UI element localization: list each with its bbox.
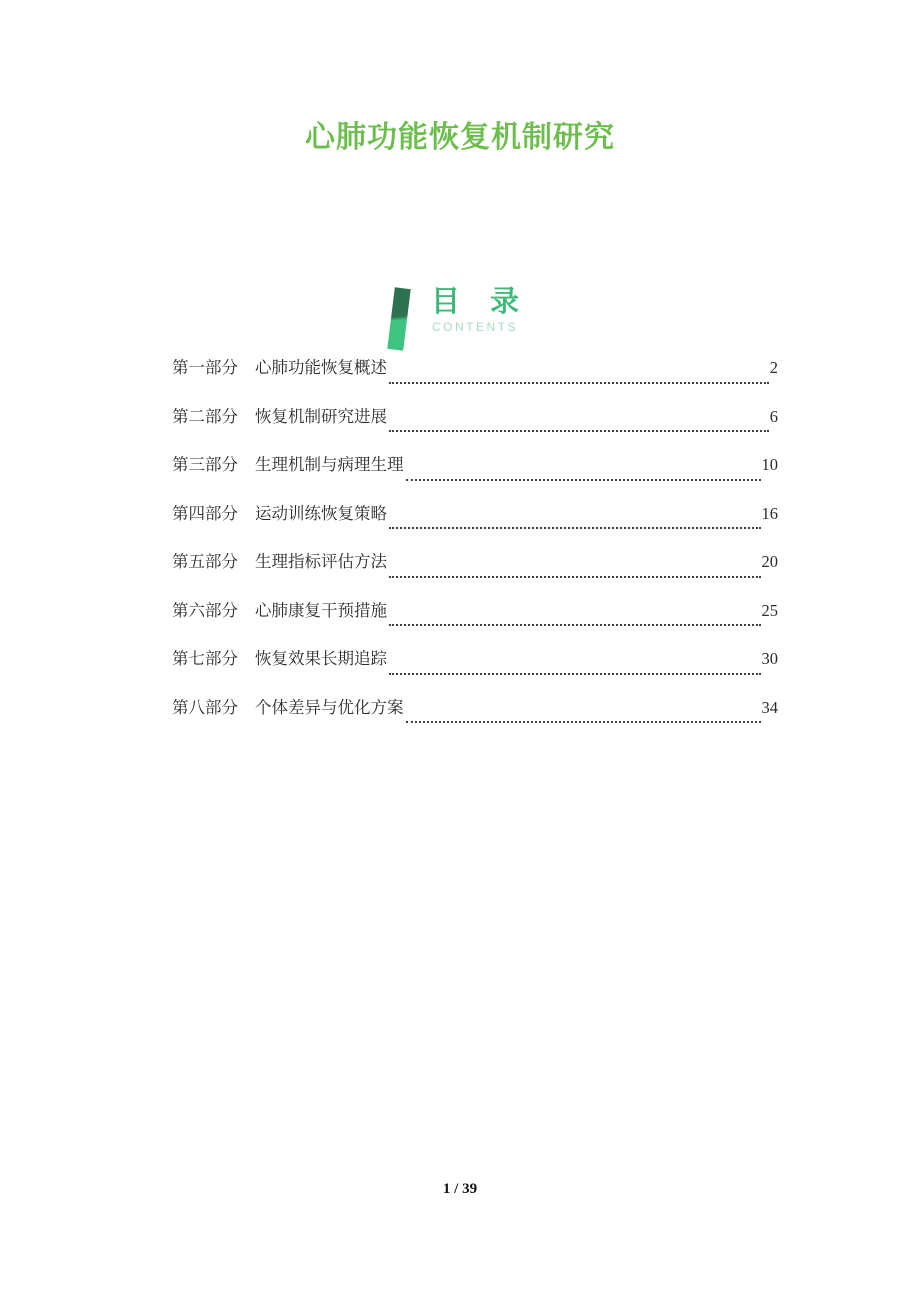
dotted-leader: [406, 479, 761, 481]
toc-entry-title: 运动训练恢复策略: [255, 503, 387, 523]
dotted-leader: [389, 527, 761, 529]
toc-entry-3[interactable]: [172, 451, 778, 500]
toc-entry-2[interactable]: [172, 403, 778, 452]
toc-page-number: 2: [769, 358, 778, 377]
toc-entry-title: 生理指标评估方法: [255, 552, 387, 571]
toc-part-label: 第三部分: [172, 455, 238, 474]
toc-page-number: 30: [761, 649, 778, 668]
dotted-leader: [389, 382, 769, 384]
toc-part-label: 第五部分: [172, 552, 238, 571]
toc-entry-title: 恢复效果长期追踪: [255, 649, 387, 668]
toc-entry-title: 心肺功能恢复概述: [255, 358, 387, 377]
toc-page-number: 20: [761, 552, 778, 571]
toc-entry-1[interactable]: [172, 354, 778, 403]
toc-part-label: 第七部分: [172, 649, 238, 668]
toc-part-label: 第一部分: [172, 358, 238, 377]
dotted-leader: [389, 430, 769, 432]
toc-page-number: 34: [761, 697, 778, 717]
toc-logo: [391, 284, 529, 350]
toc-part-label: 第四部分: [172, 503, 238, 523]
toc-page-number: 6: [769, 406, 778, 426]
toc-heading-group: [421, 284, 529, 334]
toc-page-number: 16: [761, 503, 778, 523]
toc-entry-5[interactable]: [172, 548, 778, 597]
toc-part-label: 第六部分: [172, 600, 238, 620]
toc-page-number: 10: [761, 455, 778, 474]
dotted-leader: [389, 624, 761, 626]
toc-entry-title: 个体差异与优化方案: [255, 697, 404, 717]
dotted-leader: [389, 576, 761, 578]
toc-entry-title: 生理机制与病理生理: [255, 455, 404, 474]
toc-list: [172, 354, 778, 742]
toc-entry-title: 恢复机制研究进展: [255, 406, 387, 426]
ribbon-icon: [387, 287, 410, 350]
document-title: 心肺功能恢复机制研究: [305, 120, 615, 155]
toc-entry-8[interactable]: [172, 694, 778, 743]
toc-header: [0, 284, 920, 350]
dotted-leader: [406, 721, 761, 723]
toc-part-label: 第二部分: [172, 406, 238, 426]
toc-part-label: 第八部分: [172, 697, 238, 717]
toc-page-number: 25: [761, 600, 778, 620]
toc-subheading: CONTENTS: [431, 320, 518, 334]
toc-entry-7[interactable]: [172, 645, 778, 694]
toc-entry-6[interactable]: [172, 597, 778, 646]
toc-entry-4[interactable]: [172, 500, 778, 549]
dotted-leader: [389, 673, 761, 675]
toc-heading: 目 录: [430, 284, 530, 318]
page-number-footer: 1 / 39: [442, 1181, 478, 1197]
toc-entry-title: 心肺康复干预措施: [255, 600, 387, 620]
